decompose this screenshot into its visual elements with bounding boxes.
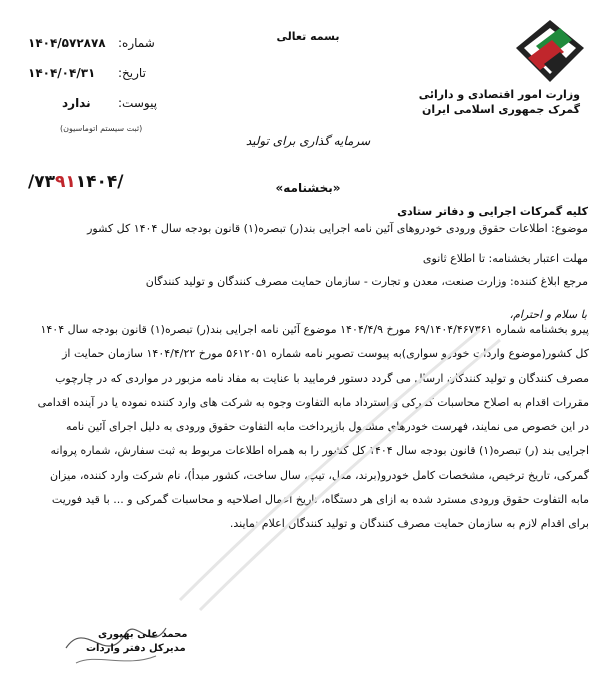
body-line: مصرف کنندگان و تولید کنندگان ارسال می گردد دستور فرمایید با عنایت به مفاد نامه مزبور در مواردی که در چارچوب — [55, 371, 589, 385]
circular-number-prefix: ۱۴۰۴/ — [75, 172, 124, 192]
system-note: (ثبت سیستم اتوماسیون) — [60, 124, 143, 133]
letter-number-label: شماره: — [118, 36, 155, 50]
attachment-row — [0, 96, 240, 118]
circular-number-red: ۹۱ — [54, 172, 76, 192]
body-line: اجرایی بند (ر) تبصره(۱) قانون بودجه سال ۱۴۰۴ کل کشور را به همراه اطلاعات مربوط به ثبت سفارش، شماره پروانه — [50, 444, 589, 458]
org-name-ministry: وزارت امور اقتصادی و دارائی — [418, 88, 580, 101]
body-line: گمرکی، تاریخ ترخیص، مشخصات کامل خودرو(برند، مدل، تیپ، سال ساخت، کشور مبدأ)، نام شرکت وارد کننده، میزان — [49, 468, 589, 482]
signatory-name: محمد علی بهپوری — [98, 629, 188, 640]
body-line: مقررات اقدام به اصلاح محاسبات گمرکی و استرداد مابه التفاوت وجوه به شرکت های وارد کننده نموده یا در آینده اقدامی — [37, 395, 589, 409]
org-name-customs: گمرک جمهوری اسلامی ایران — [421, 103, 580, 116]
letter-number-row — [0, 36, 240, 58]
body-line: برای اقدام لازم به سازمان حمایت مصرف کنندگان و تولید کنندگان اعلام نمایند. — [229, 517, 589, 531]
letter-number-value: ۱۴۰۴/۵۷۲۸۷۸ — [28, 36, 106, 50]
addressee-line: کلیه گمرکات اجرایی و دفاتر ستادی — [397, 205, 588, 218]
circular-title: «بخشنامه» — [275, 181, 341, 195]
body-line: در این خصوص می نمایند، فهرست خودرهای مشمول بازپرداخت مابه التفاوت حقوق ورودی به دلیل اجرای آئین نامه — [65, 420, 589, 434]
customs-logo-icon — [514, 18, 586, 84]
greeting-line: با سلام و احترام، — [509, 308, 587, 321]
letter-date-value: ۱۴۰۴/۰۴/۳۱ — [28, 66, 96, 80]
subject-line: موضوع: اطلاعات حقوق ورودی خودروهای آئین نامه اجرایی بند(ر) تبصره(۱) قانون بودجه سال ۱۴۰۴ کل کشور — [87, 222, 588, 235]
reference-line: مرجع ابلاغ کننده: وزارت صنعت، معدن و تجارت - سازمان حمایت مصرف کنندگان و تولید کنندگان — [145, 275, 588, 288]
validity-line: مهلت اعتبار بخشنامه: تا اطلاع ثانوی — [422, 252, 588, 265]
body-line: پیرو بخشنامه شماره ۶۹/۱۴۰۴/۴۶۷۳۶۱ مورخ ۱۴۰۴/۴/۹ موضوع آئین نامه اجرایی بند(ر) تبصره(۱) قانون بودجه سال ۱۴۰۴ — [40, 323, 589, 336]
circular-number-suffix: /۷۳ — [28, 172, 55, 192]
body-line: کل کشور(موضوع واردات خودرو سواری)به پیوست تصویر نامه شماره ۵۶۱۲۰۵۱ مورخ ۱۴۰۴/۴/۲۲ سازمان حمایت از — [62, 347, 589, 361]
circular-body — [27, 318, 589, 537]
letter-date-row — [0, 66, 240, 88]
signatory-title: مدیرکل دفتر واردات — [86, 643, 186, 654]
attachment-value: ندارد — [62, 96, 91, 110]
attachment-label: پیوست: — [118, 96, 158, 110]
letter-date-label: تاریخ: — [118, 66, 146, 80]
body-line: مابه التفاوت حقوق ورودی مسترد شده به ازای هر دستگاه، تاریخ اعمال اصلاحیه و محاسبات گمرکی و ... با قید فوریت — [51, 493, 589, 507]
annual-slogan: سرمایه گذاری برای تولید — [245, 134, 371, 148]
basmala: بسمه تعالی — [276, 30, 340, 43]
